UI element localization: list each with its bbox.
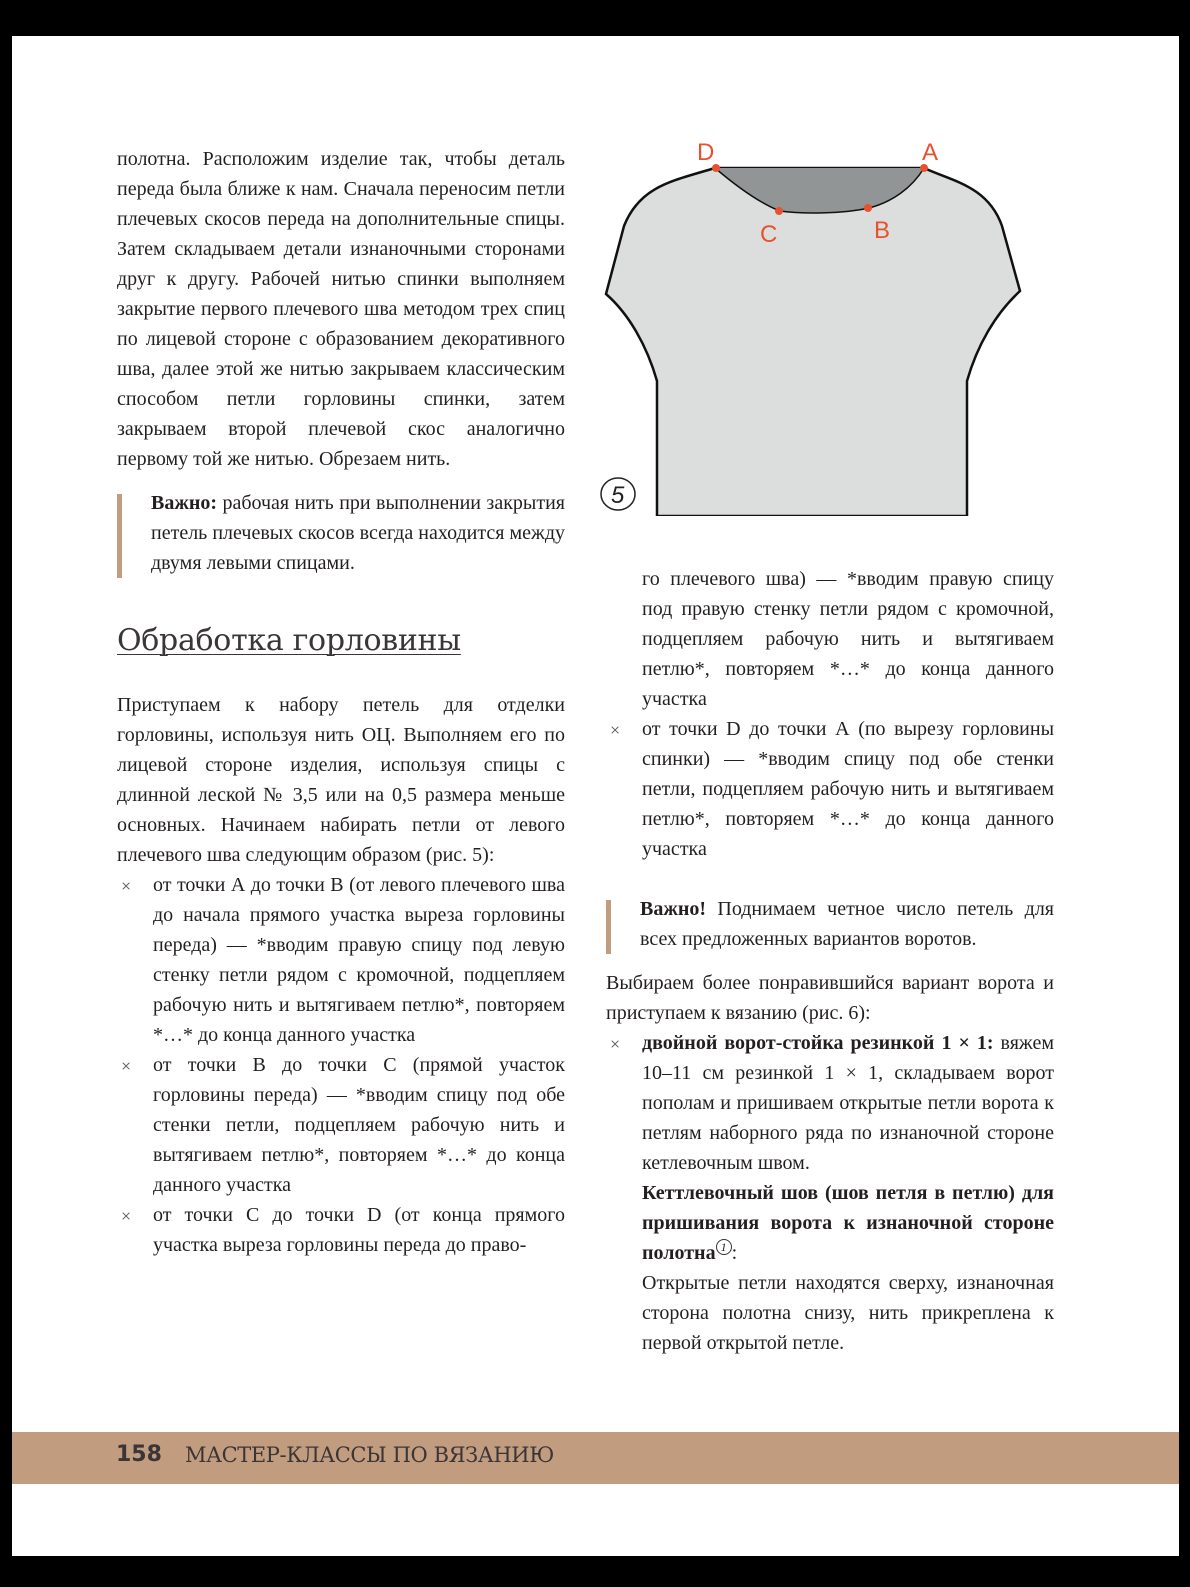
neckline-figure <box>592 136 1052 526</box>
bullet-list <box>117 870 565 1260</box>
neckline-paragraph: Приступаем к набору петель для отделки горловины, используя нить ОЦ. Выполняем его по лицевой стороне изделия, используя спицы с длинной леской № 3,5 или на 0,5 размера меньше основных. Начинаем набирать петли от левого плечевого шва следующим образом (рис. 5): <box>117 694 565 866</box>
page-number: 158 <box>116 1442 162 1467</box>
list-continuation: го плечевого шва) — *вводим правую спицу под правую стенку петли рядом с кромочной, подцепляем рабочую нить и вытягиваем петлю*, повторяем *…* до конца данного участка <box>642 568 1054 710</box>
running-title: МАСТЕР-КЛАССЫ ПО ВЯЗАНИЮ <box>185 1443 554 1467</box>
point-b-label: B <box>874 217 891 244</box>
bullet-mark: × <box>121 1206 132 1226</box>
bullet-mark: × <box>610 1034 621 1054</box>
note-label: Важно: <box>151 492 218 514</box>
list-item: × от точки В до точки С (прямой участок горловины переда) — *вводим спицу под обе стенки петли, подцепляем рабочую нить и вытягиваем петлю*, повторяем *…* до конца данного участка <box>117 1050 565 1200</box>
collar-paragraph: Выбираем более понравившийся вариант ворота и приступаем к вязанию (рис. 6): <box>606 972 1054 1024</box>
bullet-mark: × <box>610 720 621 740</box>
bullet-mark: × <box>121 876 132 896</box>
right-column <box>606 564 1054 1358</box>
point-d-label: D <box>697 139 715 166</box>
footnote-marker: 1 <box>716 1239 732 1255</box>
list-item: × двойной ворот-стойка резинкой 1 × 1: вяжем 10–11 см резинкой 1 × 1, складываем ворот пополам и пришиваем открытые петли ворота к петлям наборного ряда по изнаночной стороне кетлевочным швом. Кеттлевочный шов (шов петля в петлю) для пришивания ворота к изнаночной стороне полотна $^1$ : Открытые петли находятся сверху, изнаночная сторона полотна снизу, нить прикреплена к первой открытой петле. <box>606 1028 1054 1358</box>
point-a-label: A <box>922 139 939 166</box>
important-note <box>117 488 565 578</box>
page <box>12 36 1179 1556</box>
note-label: Важно! <box>640 898 707 920</box>
list-item: × от точки А до точки В (от левого плечевого шва до начала прямого участка выреза горловины переда) — *вводим правую спицу под левую стенку петли рядом с кромочной, подцепляем рабочую нить и вытягиваем петлю*, повторяем *…* до конца данного участка <box>117 870 565 1050</box>
note-bar <box>117 494 122 578</box>
bullet-mark: × <box>121 1056 132 1076</box>
note-bar <box>606 900 611 954</box>
note-text: рабочая нить при выполнении закрытия петель плечевых скосов всегда находится между двумя левыми спицами. <box>151 492 565 574</box>
note-text: Поднимаем четное число петель для всех предложенных вариантов воротов. <box>640 898 1054 950</box>
list-item: × от точки С до точки D (от конца прямого участка выреза горловины переда до право- <box>117 1200 565 1260</box>
kettle-text: Открытые петли находятся сверху, изнаночная сторона полотна снизу, нить прикреплена к первой открытой петле. <box>642 1272 1054 1354</box>
kettle-stitch-heading: Кеттлевочный шов (шов петля в петлю) для пришивания ворота к изнаночной стороне полотна <box>642 1182 1054 1264</box>
garment-body <box>606 168 1020 516</box>
important-note-2 <box>606 894 1054 954</box>
collar-list <box>606 1028 1054 1358</box>
intro-paragraph: полотна. Расположим изделие так, чтобы деталь переда была ближе к нам. Сначала переносим петли плечевых скосов переда на дополнительные спицы. Затем складываем детали изнаночными сторонами друг к другу. Рабочей нитью спинки выполняем закрытие первого плечевого шва методом трех спиц по лицевой стороне с образованием декоративного шва, далее этой же нитью закрываем классическим способом петли горловины спинки, затем закрываем второй плечевой скос аналогично первому той же нитью. Обрезаем нить. <box>117 148 565 470</box>
footer-bar <box>12 1432 1179 1484</box>
figure-number: 5 <box>611 482 625 509</box>
collar-type: двойной ворот-стойка резинкой 1 × 1: <box>642 1032 994 1054</box>
left-column <box>117 144 565 1260</box>
point-c-label: C <box>760 221 778 248</box>
list-item: × от точки D до точки А (по вырезу горловины спинки) — *вводим спицу под обе стенки петли, подцепляем рабочую нить и вытягиваем петлю*, повторяем *…* до конца данного участка <box>606 714 1054 864</box>
bullet-list-2 <box>606 714 1054 864</box>
section-heading: Обработка горловины <box>117 623 461 658</box>
